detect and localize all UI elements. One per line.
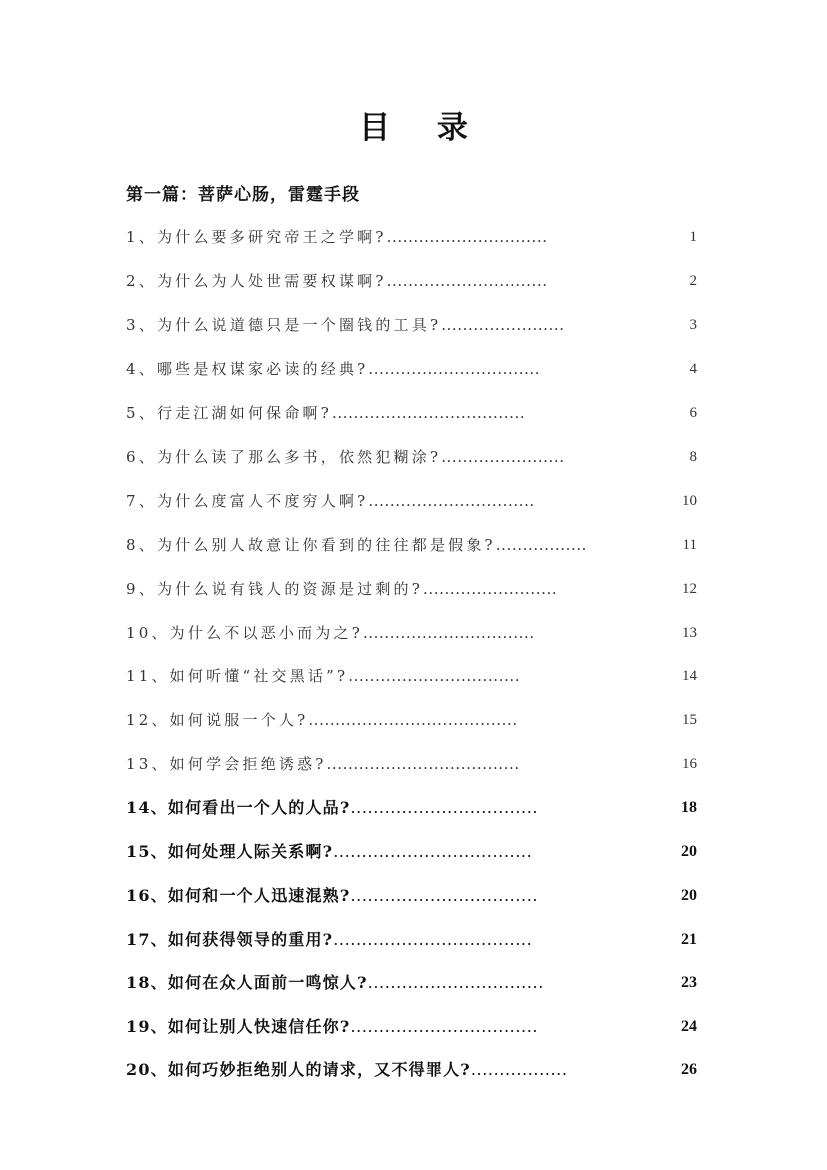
toc-dot-leader: ................................. bbox=[350, 886, 539, 905]
toc-dot-leader: ................................ bbox=[362, 624, 535, 642]
toc-dot-leader: ................. bbox=[470, 1060, 568, 1079]
toc-dot-leader: ....................................... bbox=[308, 711, 518, 729]
toc-entry[interactable] bbox=[0, 1012, 827, 1042]
toc-entry[interactable] bbox=[0, 749, 827, 779]
toc-entry-text: 18、如何在众人面前一鸣惊人? bbox=[126, 973, 368, 992]
toc-dot-leader: ............................... bbox=[368, 492, 535, 510]
toc-page-number: 11 bbox=[682, 537, 697, 553]
toc-page-number: 10 bbox=[682, 493, 697, 509]
page-title: 目 录 bbox=[359, 110, 486, 146]
toc-entry-text: 14、如何看出一个人的人品? bbox=[126, 798, 351, 817]
toc-entry[interactable] bbox=[0, 266, 827, 296]
toc-entry-text: 11、如何听懂“社交黑话”? bbox=[126, 667, 349, 685]
toc-entry[interactable] bbox=[0, 398, 827, 428]
toc-entry[interactable] bbox=[0, 530, 827, 560]
toc-page-number: 20 bbox=[681, 843, 697, 860]
toc-entry[interactable] bbox=[0, 705, 827, 735]
toc-entry[interactable] bbox=[0, 354, 827, 384]
toc-entry[interactable] bbox=[0, 661, 827, 691]
toc-entry[interactable] bbox=[0, 837, 827, 867]
toc-dot-leader: ................................... bbox=[333, 930, 533, 949]
toc-page-number: 21 bbox=[681, 931, 697, 948]
toc-dot-leader: ............................... bbox=[367, 973, 544, 992]
toc-page-number: 18 bbox=[681, 799, 697, 816]
toc-entry[interactable] bbox=[0, 486, 827, 516]
toc-page-number: 1 bbox=[689, 229, 697, 245]
toc-page-number: 20 bbox=[681, 887, 697, 904]
toc-entry-text: 12、如何说服一个人? bbox=[126, 711, 309, 729]
toc-entry[interactable] bbox=[0, 574, 827, 604]
toc-page-number: 6 bbox=[689, 405, 697, 421]
toc-dot-leader: ................................ bbox=[348, 667, 521, 685]
toc-entry-text: 16、如何和一个人迅速混熟? bbox=[126, 886, 351, 905]
toc-page-number: 13 bbox=[682, 625, 697, 641]
toc-dot-leader: ....................... bbox=[441, 448, 565, 466]
toc-entry-text: 17、如何获得领导的重用? bbox=[126, 930, 334, 949]
toc-dot-leader: .............................. bbox=[386, 272, 548, 290]
toc-page-number: 26 bbox=[681, 1061, 697, 1078]
toc-entry[interactable] bbox=[0, 793, 827, 823]
toc-page-number: 15 bbox=[682, 712, 697, 728]
toc-dot-leader: .............................. bbox=[386, 228, 548, 246]
toc-page-number: 4 bbox=[689, 361, 697, 377]
toc-dot-leader: ................. bbox=[495, 536, 588, 554]
section-heading: 第一篇：菩萨心肠，雷霆手段 bbox=[126, 185, 360, 205]
toc-entry[interactable] bbox=[0, 310, 827, 340]
toc-page-number: 12 bbox=[682, 581, 697, 597]
toc-entry[interactable] bbox=[0, 1055, 827, 1085]
toc-dot-leader: ................................ bbox=[368, 360, 541, 378]
toc-entry-text: 8、为什么别人故意让你看到的往往都是假象? bbox=[126, 536, 496, 554]
toc-page-number: 23 bbox=[681, 974, 697, 991]
toc-entry-text: 6、为什么读了那么多书，依然犯糊涂? bbox=[126, 448, 442, 466]
toc-page-number: 3 bbox=[689, 317, 697, 333]
toc-dot-leader: .................................... bbox=[332, 404, 526, 422]
toc-dot-leader: .................................... bbox=[326, 755, 520, 773]
toc-entry[interactable] bbox=[0, 222, 827, 252]
toc-entry[interactable] bbox=[0, 925, 827, 955]
toc-dot-leader: ................................... bbox=[333, 842, 533, 861]
toc-entry-text: 19、如何让别人快速信任你? bbox=[126, 1017, 351, 1036]
toc-entry-text: 10、为什么不以恶小而为之? bbox=[126, 624, 363, 642]
toc-dot-leader: ................................. bbox=[350, 1017, 539, 1036]
toc-dot-leader: ....................... bbox=[441, 316, 565, 334]
toc-entry[interactable] bbox=[0, 442, 827, 472]
toc-entry-text: 7、为什么度富人不度穷人啊? bbox=[126, 492, 369, 510]
toc-dot-leader: ......................... bbox=[423, 580, 558, 598]
toc-entry-text: 20、如何巧妙拒绝别人的请求，又不得罪人? bbox=[126, 1060, 471, 1079]
toc-entry-text: 1、为什么要多研究帝王之学啊? bbox=[126, 228, 387, 246]
toc-entry-text: 15、如何处理人际关系啊? bbox=[126, 842, 334, 861]
toc-entry-text: 13、如何学会拒绝诱惑? bbox=[126, 755, 327, 773]
toc-entry-text: 2、为什么为人处世需要权谋啊? bbox=[126, 272, 387, 290]
toc-entry-text: 4、哪些是权谋家必读的经典? bbox=[126, 360, 369, 378]
toc-page-number: 8 bbox=[689, 449, 697, 465]
toc-page-number: 14 bbox=[682, 668, 697, 684]
toc-entry-text: 9、为什么说有钱人的资源是过剩的? bbox=[126, 580, 423, 598]
toc-entry[interactable] bbox=[0, 968, 827, 998]
toc-entry-text: 3、为什么说道德只是一个圈钱的工具? bbox=[126, 316, 442, 334]
toc-entry[interactable] bbox=[0, 881, 827, 911]
toc-page-number: 24 bbox=[681, 1018, 697, 1035]
toc-page-number: 2 bbox=[689, 273, 697, 289]
toc-entry-text: 5、行走江湖如何保命啊? bbox=[126, 404, 332, 422]
toc-entry[interactable] bbox=[0, 618, 827, 648]
toc-dot-leader: ................................. bbox=[350, 798, 539, 817]
toc-page-number: 16 bbox=[682, 756, 697, 772]
